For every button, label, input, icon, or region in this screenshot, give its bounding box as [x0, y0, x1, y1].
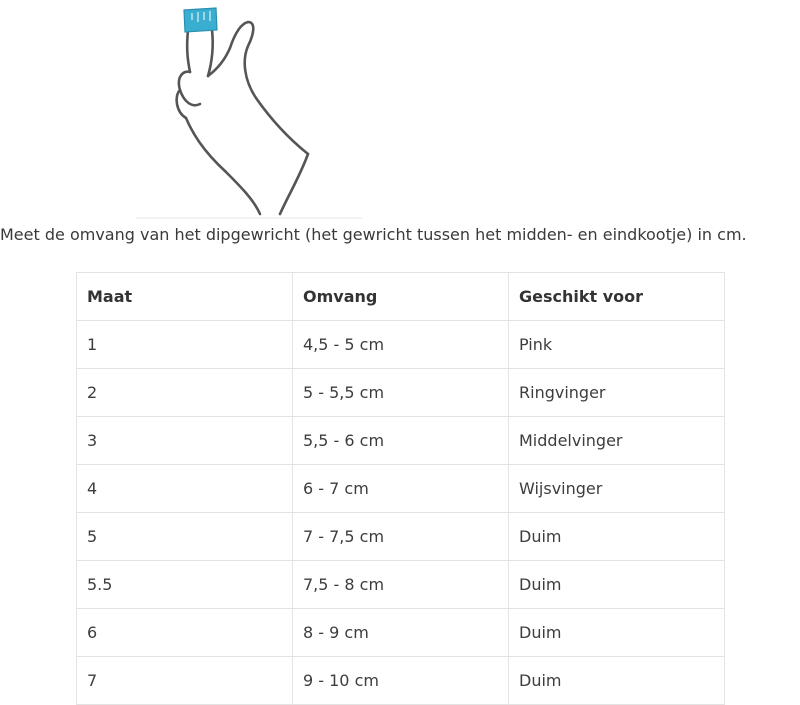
- table-row: [77, 417, 725, 465]
- circumference-cell: 9 - 10 cm: [293, 657, 509, 705]
- finger-cell: Pink: [509, 321, 725, 369]
- size-cell: 4: [77, 465, 293, 513]
- ring-size-table: [76, 272, 725, 705]
- finger-cell: Duim: [509, 561, 725, 609]
- measuring-tape-icon: [184, 8, 217, 32]
- circumference-cell: 7,5 - 8 cm: [293, 561, 509, 609]
- column-header-maat: Maat: [77, 273, 293, 321]
- size-cell: 5: [77, 513, 293, 561]
- circumference-cell: 4,5 - 5 cm: [293, 321, 509, 369]
- table-row: [77, 657, 725, 705]
- circumference-cell: 5,5 - 6 cm: [293, 417, 509, 465]
- circumference-cell: 5 - 5,5 cm: [293, 369, 509, 417]
- circumference-cell: 7 - 7,5 cm: [293, 513, 509, 561]
- size-cell: 1: [77, 321, 293, 369]
- size-cell: 5.5: [77, 561, 293, 609]
- table-row: [77, 609, 725, 657]
- hand-measuring-illustration: [130, 0, 370, 222]
- table-row: [77, 321, 725, 369]
- measurement-instruction: Meet de omvang van het dipgewricht (het gewricht tussen het midden- en eindkootje) in cm.: [0, 225, 747, 244]
- size-cell: 2: [77, 369, 293, 417]
- finger-cell: Duim: [509, 657, 725, 705]
- circumference-cell: 8 - 9 cm: [293, 609, 509, 657]
- finger-cell: Duim: [509, 513, 725, 561]
- table-row: [77, 561, 725, 609]
- table-header-row: [77, 273, 725, 321]
- size-cell: 3: [77, 417, 293, 465]
- table-row: [77, 465, 725, 513]
- table-row: [77, 513, 725, 561]
- size-cell: 6: [77, 609, 293, 657]
- finger-cell: Wijsvinger: [509, 465, 725, 513]
- circumference-cell: 6 - 7 cm: [293, 465, 509, 513]
- column-header-geschikt-voor: Geschikt voor: [509, 273, 725, 321]
- finger-cell: Duim: [509, 609, 725, 657]
- finger-cell: Ringvinger: [509, 369, 725, 417]
- column-header-omvang: Omvang: [293, 273, 509, 321]
- finger-cell: Middelvinger: [509, 417, 725, 465]
- size-cell: 7: [77, 657, 293, 705]
- table-row: [77, 369, 725, 417]
